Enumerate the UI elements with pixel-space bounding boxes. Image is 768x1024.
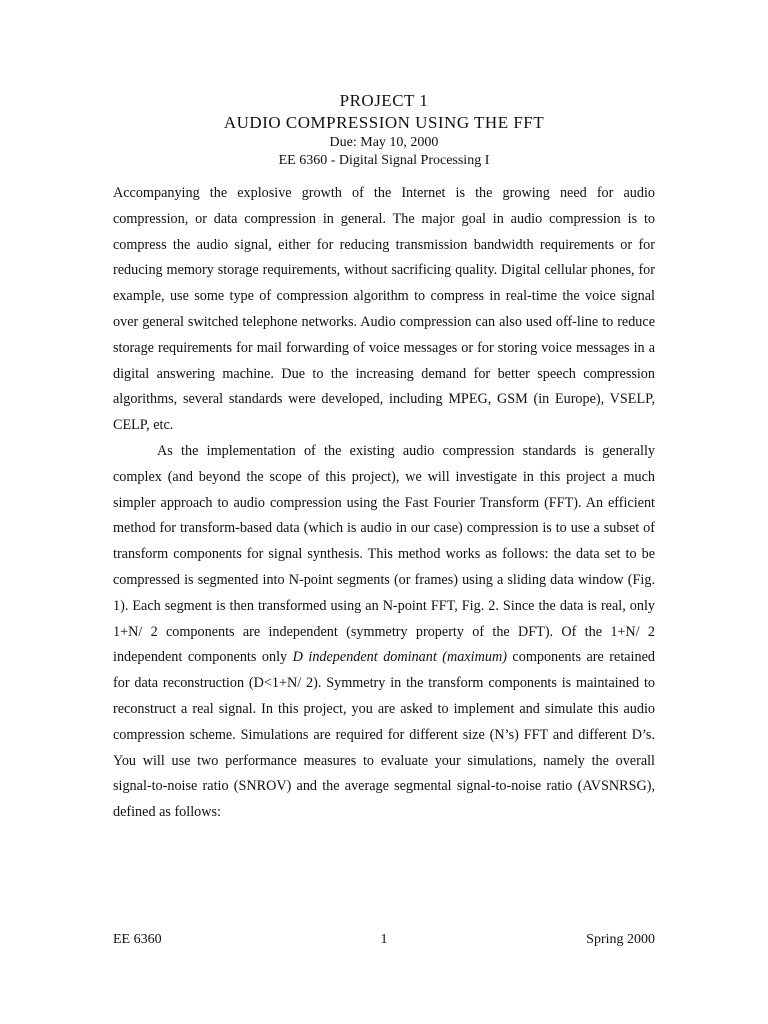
paragraph-method-text-1: As the implementation of the existing audio compression standards is generally complex (and beyond the scope of this project), we will investigate in this project a much simpler approach to audio compression using the Fast Fourier Transform (FFT). An efficient method for transform-based data (which is audio in our case) compression is to use a subset of transform components for signal synthesis. This method works as follows: the data set to be compressed is segmented into N-point segments (or frames) using a sliding data window (Fig. 1). Each segment is then transformed using an N-point FFT, Fig. 2. Since the data is real, only 1+N/ 2 components are independent (symmetry property of the DFT). Of the 1+N/ 2 independent components only xyxy=(113,442,655,666)
paragraph-method-emphasis: D independent dominant (maximum) xyxy=(292,649,507,666)
footer-course: EE 6360 xyxy=(113,932,162,947)
page-number: 1 xyxy=(380,932,388,947)
due-date: Due: May 10, 2000 xyxy=(329,135,439,150)
page-footer xyxy=(113,932,655,952)
project-number: PROJECT 1 xyxy=(339,91,429,110)
document-body xyxy=(113,181,655,826)
document-header xyxy=(0,90,768,170)
paragraph-intro: Accompanying the explosive growth of the Internet is the growing need for audio compression, or data compression in general. The major goal in audio compression is to compress the audio signal, either for reducing transmission bandwidth requirements or for reducing memory storage requirements, without sacrificing quality. Digital cellular phones, for example, use some type of compression algorithm to compress in real-time the voice signal over general switched telephone networks. Audio compression can also used off-line to reduce storage requirements for mail forwarding of voice messages or for storing voice messages in a digital answering machine. Due to the increasing demand for better speech compression algorithms, several standards were developed, including MPEG, GSM (in Europe), VSELP, CELP, etc. xyxy=(113,185,655,434)
course-name: EE 6360 - Digital Signal Processing I xyxy=(278,153,490,168)
project-title: AUDIO COMPRESSION USING THE FFT xyxy=(223,113,545,132)
paragraph-method-text-2: components are retained for data reconstruction (D<1+N/ 2). Symmetry in the transform components is maintained to reconstruct a real signal. In this project, you are asked to implement and simulate this audio compression scheme. Simulations are required for different size (N’s) FFT and different D’s. You will use two performance measures to evaluate your simulations, namely the overall signal-to-noise ratio (SNROV) and the average segmental signal-to-noise ratio (AVSNRSG), defined as follows: xyxy=(113,649,655,821)
paragraph-method xyxy=(113,439,655,826)
footer-term: Spring 2000 xyxy=(586,932,655,947)
